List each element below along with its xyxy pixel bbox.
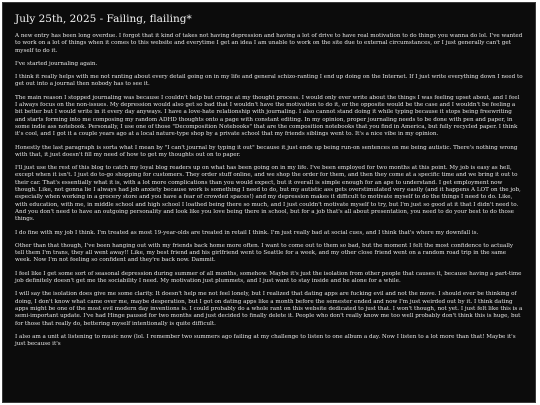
post-paragraph: Honestly the last paragraph is sorta what I mean by "I can't journal by typing it out" because it just ends up being run-on sentences on me being autistic. There's nothing wrong with that, it just doesn't fill my need of how to get my thoughts out on to paper.	[15, 144, 518, 158]
blog-window	[2, 2, 536, 403]
post-paragraph: I do fine with my job I think. I'm treated as most 19-year-olds are treated in retail I think. I'm just really bad at social cues, and I think that's where my downfall is.	[15, 229, 479, 236]
post-paragraph: I've started journaling again.	[15, 60, 98, 67]
post-paragraph: Other than that though, I've been hanging out with my friends back home more often. I want to come out to them so bad, but the moment I felt the most confidence to actually tell them I'm trans, they all went away!! Like, my best friend and his girlfriend went to Seattle for a week, and my other close friend went on a random road trip in the same week. Now I'm not feeling so confident and they're back now. Dammit.	[15, 242, 514, 264]
blog-post	[3, 3, 535, 348]
post-paragraph: I feel like I get some sort of seasonal depression during summer of all months, somehow. Maybe it's just the isolation from other people that causes it, because having a part-time job definitely doesn't get me the sociability I need. My motivation just plummets, and I just want to stay inside and be alone for a while.	[15, 270, 522, 285]
post-paragraph: I'll just use the rest of this blog to catch my loyal blog readers up on what has been going on in my life. I've been employed for two months at this point. My job is easy as hell, except when it isn't. I just do to-go shopping for customers. They order stuff online, and we shop the order for them, and then they come at a specific time and we bring it out to their car. That's essentially what it is, with a lot more complications than you would expect, but it overall is simple enough for an ape to understand. I get employment now though. Like, not gonna lie I always had job anxiety because work is something I need to do, but my autistic ass gets overstimulated very easily (and it happens A LOT on the job, especially when working in a grocery store and you have a fear of crowded spaces!) and my depression makes it difficult to motivate myself to do the things I need to do. Like, with education, with me, in middle school and high school I loathed being there so much, and I just couldn't motivate myself to try, but I'm just so good at it that I didn't need to. And you don't need to have an outgoing personality and look like you love being there in school, but for a job that's all about presentation, you need to do your best to do those things.	[15, 165, 521, 223]
post-paragraph: A new entry has been long overdue. I forgot that it kind of takes not having depression and having a lot of drive to have real motivation to do things you wanna do lol. I've wanted to work on a lot of things when it comes to this website and everytime I get an idea I am unable to work on the site due to external circumstances, or I just generally can't get myself to do it.	[15, 33, 523, 54]
post-paragraph: The main reason I stopped journaling was because I couldn't help but cringe at my thought process. I would only ever write about the things I was feeling upset about, and I feel I always focus on the non-issues. My depression would also get so bad that I wouldn't have the motivation to do it, or the opposite would be the case and I wouldn't be feeling a bit better but I would write in it every day anyways. I have a love-hate relationship with journaling. I also cannot stand doing it while typing because it stops being freewriting and starts forming into me composing my random ADHD thoughts onto a page with constant editing. In my opinion, proper journaling needs to be done with pen and paper, in some indie ass notebook. Personally, I use one of those "Decomposition Notebooks" that are the composition notebooks that you find in America, but fully recycled paper. I think it's cool, and I got it a couple years ago at a local nature-type shop by a private school that my friends siblings went to. It's a nice vibe in my opinion.	[15, 94, 520, 138]
post-paragraph: I think it really helps with me not ranting about every detail going on in my life and general schizo-ranting I end up doing on the Internet. If I just write everything down I need to get out into a journal then nobody has to see it.	[15, 74, 523, 88]
post-paragraph: I also am a unit at listening to music now (lol. I remember two summers ago failing at my challenge to listen to one album a day. Now I listen to a lot more than that! Maybe it's just because it's	[15, 333, 516, 348]
post-paragraph: I will say the isolation does give me some clarity. It doesn't help me not feel lonely, but I realized that dating apps are fucking evil and not the move. I should ever be thinking of doing, I don't know what came over me, maybe desperation, but I got on dating apps like a month before the semester ended and now I'm just weirded out by it. I think dating apps might be one of the most evil modern day inventions is. I could probably do a whole rant on this website dedicated to just that. I won't though, not yet. I just felt like this is a semi-important update. I've had Hinge paused for two months and just decided to finally delete it. People who don't really know me too well probably don't think this is huge, but for those that really do, bettering myself intentionally is quite difficult.	[15, 291, 523, 327]
post-title: July 25th, 2025 - Failing, flailing*	[15, 13, 192, 25]
